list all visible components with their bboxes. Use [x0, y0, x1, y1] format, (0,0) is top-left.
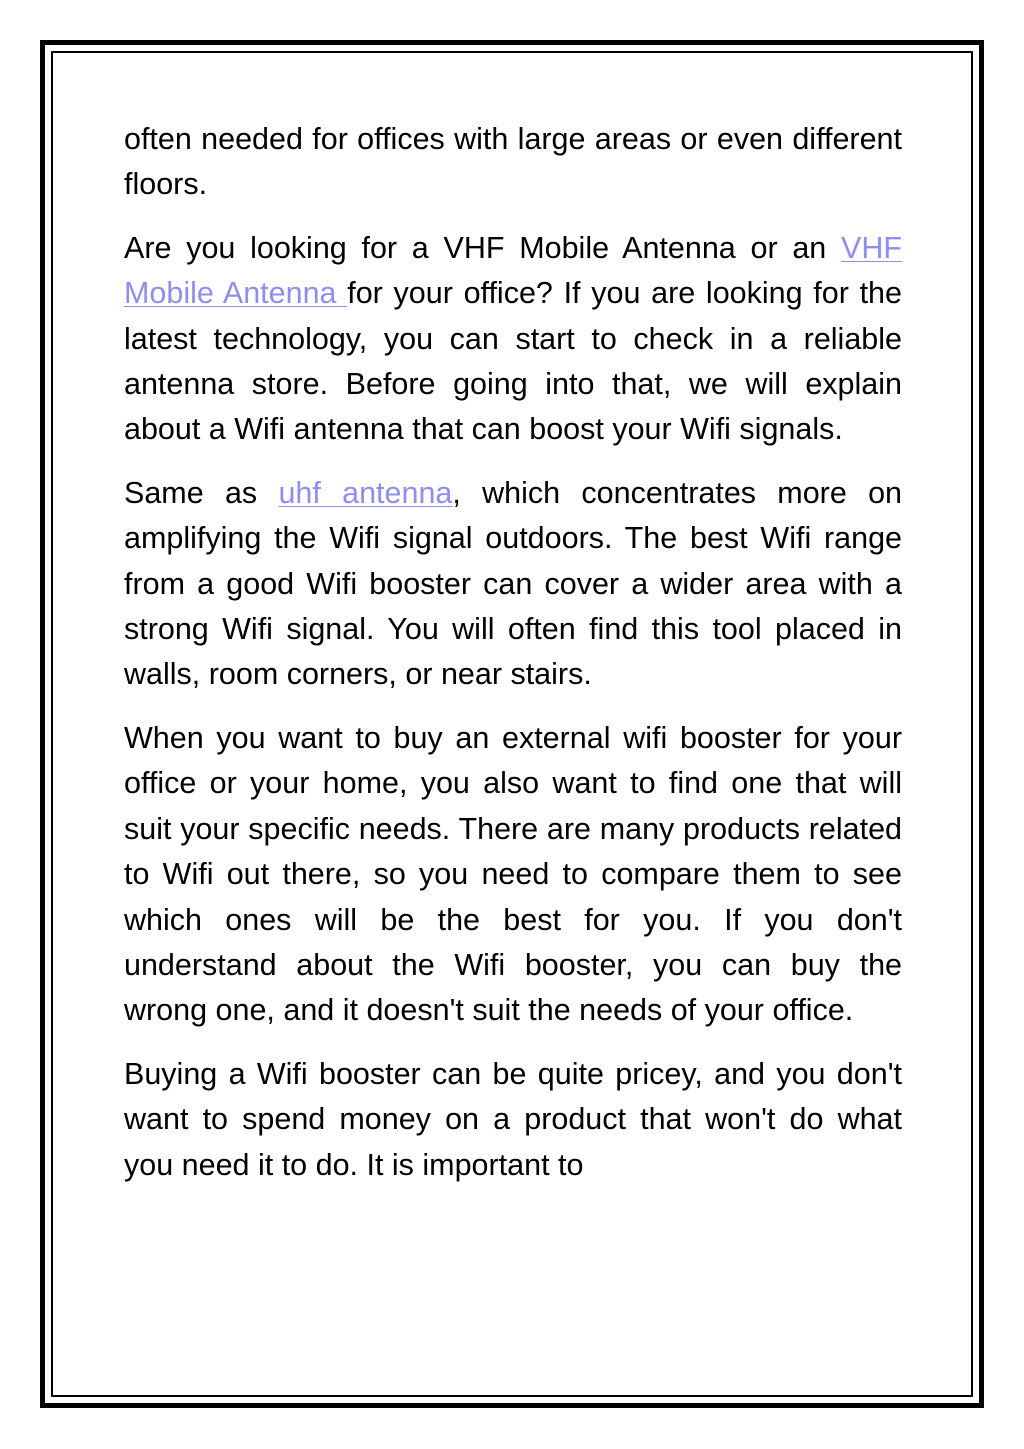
- paragraph-4-text: When you want to buy an external wifi booster for your office or your home, you also want to find one that will suit your specific needs. There are many products related to Wifi out there, so you need to compare them to see which ones will be the best for you. If you don't understand about the Wifi booster, you can buy the wrong one, and it doesn't suit the needs of your office.: [124, 720, 902, 1028]
- paragraph-5: [124, 1052, 902, 1188]
- paragraph-4: [124, 716, 902, 1034]
- vhf-mobile-antenna-link[interactable]: VHF Mobile Antenna: [124, 230, 902, 311]
- paragraph-2: [124, 226, 902, 453]
- paragraph-3-text-before: Same as: [124, 475, 279, 510]
- paragraph-2-text-before: Are you looking for a VHF Mobile Antenna or an: [124, 230, 841, 265]
- document-body: [124, 117, 902, 1206]
- paragraph-1-text: often needed for offices with large areas or even different floors.: [124, 122, 902, 202]
- paragraph-1: [124, 117, 902, 208]
- paragraph-5-text: Buying a Wifi booster can be quite pricey, and you don't want to spend money on a product that won't do what you need it to do. It is important to: [124, 1056, 902, 1182]
- paragraph-3: [124, 471, 902, 698]
- paragraph-2-text-after: for your office? If you are looking for the latest technology, you can start to check in a reliable antenna store. Before going into that, we will explain about a Wifi antenna that can boost your Wifi signals.: [124, 276, 902, 447]
- paragraph-3-text-after: , which concentrates more on amplifying the Wifi signal outdoors. The best Wifi range from a good Wifi booster can cover a wider area with a strong Wifi signal. You will often find this tool placed in walls, room corners, or near stairs.: [124, 475, 902, 692]
- uhf-antenna-link[interactable]: uhf antenna: [278, 475, 453, 510]
